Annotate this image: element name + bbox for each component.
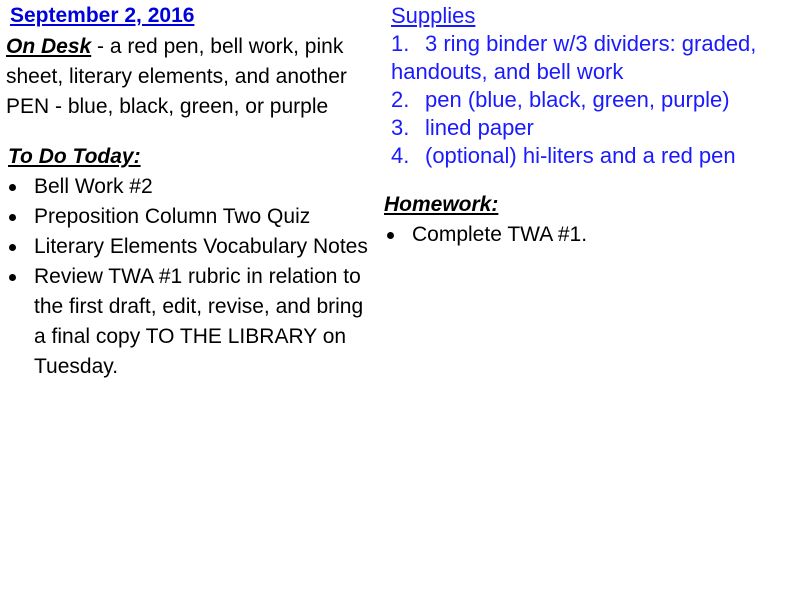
- homework-item-text: Complete TWA #1.: [412, 223, 588, 246]
- supply-number: 1.: [391, 31, 410, 56]
- homework-heading: Homework:: [384, 193, 499, 216]
- todo-item-text: Review TWA #1 rubric in relation to the first draft, edit, revise, and bring a final copy TO THE LIBRARY on Tuesday.: [34, 265, 364, 378]
- bullet-icon: [9, 274, 16, 281]
- list-item: [384, 220, 800, 250]
- supply-text: 3 ring binder w/3 dividers: graded, handouts, and bell work: [391, 31, 757, 84]
- supplies-title[interactable]: Supplies: [391, 3, 476, 28]
- todo-list: [6, 172, 376, 382]
- right-column: [384, 0, 800, 250]
- supplies-list: [391, 30, 800, 170]
- list-item: [6, 232, 376, 262]
- homework-list: [384, 220, 800, 250]
- on-desk-paragraph: [6, 32, 376, 122]
- list-item: [6, 172, 376, 202]
- todo-item-text: Preposition Column Two Quiz: [34, 205, 311, 228]
- supply-number: 4.: [391, 143, 410, 168]
- todo-heading: To Do Today:: [8, 145, 141, 168]
- on-desk-label: On Desk: [6, 35, 92, 58]
- todo-item-text: Literary Elements Vocabulary Notes: [34, 235, 368, 258]
- list-item: [391, 86, 800, 114]
- list-item: [6, 202, 376, 232]
- list-item: [391, 114, 800, 142]
- list-item: [6, 262, 376, 382]
- supply-text: (optional) hi-liters and a red pen: [425, 143, 736, 168]
- bullet-icon: [387, 232, 394, 239]
- supply-number: 3.: [391, 115, 410, 140]
- bullet-icon: [9, 214, 16, 221]
- on-desk-text: - a red pen, bell work, pink sheet, literary elements, and another PEN - blue, black, green, or purple: [6, 35, 347, 118]
- left-column: [6, 0, 376, 382]
- bullet-icon: [9, 184, 16, 191]
- date-heading[interactable]: September 2, 2016: [10, 4, 195, 27]
- list-item: [391, 30, 800, 86]
- todo-item-text: Bell Work #2: [34, 175, 153, 198]
- supply-text: pen (blue, black, green, purple): [425, 87, 730, 112]
- supply-text: lined paper: [425, 115, 534, 140]
- list-item: [391, 142, 800, 170]
- bullet-icon: [9, 244, 16, 251]
- supply-number: 2.: [391, 87, 410, 112]
